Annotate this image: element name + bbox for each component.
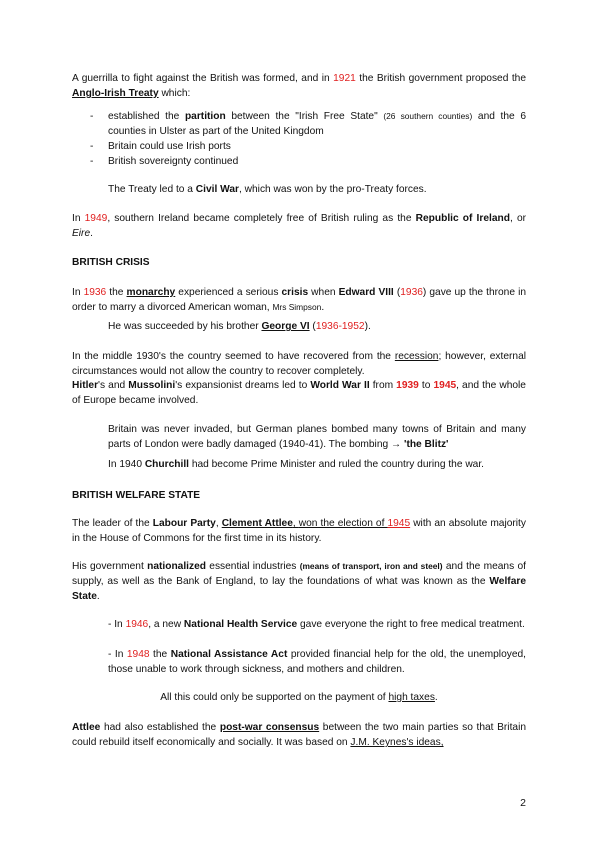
- heading-welfare-state: BRITISH WELFARE STATE: [72, 490, 201, 501]
- text: , which was won by the pro-Treaty forces.: [239, 184, 427, 195]
- text: ; however, external circumstances would not allow the country to recover completely.: [72, 351, 527, 377]
- year-highlight: 1949: [84, 213, 108, 224]
- crisis-term: crisis: [281, 287, 309, 298]
- edward-term: Edward VIII: [338, 287, 394, 298]
- monarchy-term: monarchy: [126, 287, 176, 298]
- text: had become Prime Minister and ruled the country during the war.: [188, 459, 485, 470]
- election-underlined: won the election of: [298, 518, 388, 529]
- nhs-term: National Health Service: [183, 619, 298, 630]
- paragraph-assistance-act: [108, 647, 526, 677]
- year-highlight: 1945: [433, 380, 457, 391]
- text: .: [90, 228, 93, 239]
- text: with an absolute majority in the House of Commons for the first time in its history.: [72, 518, 526, 544]
- text: .: [96, 591, 100, 602]
- text: , a new: [148, 619, 184, 630]
- text: to: [418, 380, 434, 391]
- naa-term: National Assistance Act: [170, 649, 288, 660]
- george-term: George VI: [261, 321, 310, 332]
- hitler-term: Hitler: [72, 380, 99, 391]
- text: ) gave up the throne in order to marry a divorced American woman,: [72, 287, 527, 313]
- nationalized-term: nationalized: [147, 561, 206, 572]
- text: 's expansionist dreams led to: [175, 380, 311, 391]
- small-note: (26 southern counties): [383, 111, 473, 121]
- text: established the: [108, 111, 185, 122]
- recession-term: recession: [394, 351, 439, 362]
- simpson-name: Mrs Simpson: [272, 302, 322, 312]
- attlee-term: Attlee: [72, 722, 101, 733]
- text: the: [106, 287, 127, 298]
- text: between the "Irish Free State": [225, 111, 384, 122]
- paragraph-world-war: [72, 378, 526, 408]
- text: and the means of supply, as well as the Bank of England, to lay the foundations of what was known as the: [72, 561, 526, 587]
- text: provided financial help for the old, the unemployed, those unable to work through sickness, and mothers and children.: [108, 649, 526, 675]
- paragraph-blitz: [108, 422, 526, 452]
- text: .: [434, 692, 438, 703]
- list-item: - Britain could use Irish ports: [90, 139, 526, 154]
- partition-term: partition: [184, 111, 226, 122]
- paragraph-recession: [72, 349, 526, 379]
- years-highlight: 1936-1952: [315, 321, 365, 332]
- heading-british-crisis: BRITISH CRISIS: [72, 257, 150, 268]
- attlee-term: Clement Attlee: [221, 518, 293, 529]
- paragraph-labour: [72, 516, 526, 546]
- keynes-link: J.M. Keynes's ideas,: [350, 737, 444, 748]
- text: had also established the: [100, 722, 220, 733]
- paragraph-churchill: [108, 457, 526, 472]
- text: The Treaty led to a: [108, 184, 196, 195]
- paragraph-nhs: [108, 617, 526, 632]
- year-highlight: 1936: [83, 287, 107, 298]
- eire-term: Eire: [72, 228, 91, 239]
- civil-war-term: Civil War: [195, 184, 239, 195]
- text: (: [309, 321, 316, 332]
- text: from: [369, 380, 397, 391]
- paragraph-republic: [72, 211, 526, 241]
- small-note: (means of transport, iron and steel): [299, 561, 443, 571]
- paragraph-nationalized: [72, 559, 526, 604]
- text: experienced a serious: [175, 287, 282, 298]
- year-highlight: 1946: [125, 619, 149, 630]
- text: In the middle 1930's the country seemed to have recovered from the: [72, 351, 395, 362]
- text: , or: [509, 213, 526, 224]
- year-highlight: 1948: [126, 649, 150, 660]
- text: when: [308, 287, 339, 298]
- labour-term: Labour Party: [152, 518, 216, 529]
- text: In: [72, 213, 85, 224]
- consensus-term: post-war consensus: [219, 722, 320, 733]
- text: The leader of the: [72, 518, 153, 529]
- text: essential industries: [205, 561, 300, 572]
- text: A guerrilla to fight against the British was formed, and in: [72, 73, 334, 84]
- year-highlight: 1921: [333, 73, 356, 84]
- republic-term: Republic of Ireland: [415, 213, 510, 224]
- year-highlight: 1936: [400, 287, 423, 298]
- mussolini-term: Mussolini: [128, 380, 176, 391]
- text: which:: [158, 88, 191, 99]
- text: - In: [108, 649, 127, 660]
- text: the: [149, 649, 171, 660]
- treaty-term: Anglo-Irish Treaty: [72, 88, 159, 99]
- ww2-term: World War II: [310, 380, 370, 391]
- welfare-term: Welfare State: [72, 576, 526, 602]
- text: 's and: [98, 380, 129, 391]
- text: ,: [292, 518, 299, 529]
- list-item: [90, 109, 526, 139]
- text: His government: [72, 561, 148, 572]
- text: the British government proposed the: [355, 73, 526, 84]
- text: All this could only be supported on the payment of: [160, 692, 389, 703]
- arrow-icon: →: [390, 439, 402, 450]
- text: He was succeeded by his brother: [108, 321, 262, 332]
- text: In: [72, 287, 84, 298]
- paragraph-civil-war: [108, 182, 526, 197]
- paragraph-guerrilla: [72, 71, 526, 101]
- text: ).: [364, 321, 371, 332]
- list-item: - British sovereignty continued: [90, 154, 526, 169]
- churchill-term: Churchill: [144, 459, 189, 470]
- text: ,: [215, 518, 222, 529]
- paragraph-monarchy-crisis: [72, 285, 526, 315]
- year-highlight: 1945: [387, 518, 411, 529]
- paragraph-taxes: [72, 690, 526, 705]
- text: - In: [108, 619, 126, 630]
- text: , and the whole of Europe became involved.: [72, 380, 526, 406]
- taxes-term: high taxes: [388, 692, 435, 703]
- paragraph-consensus: [72, 720, 526, 750]
- year-highlight: 1939: [396, 380, 419, 391]
- blitz-term: 'the Blitz': [404, 439, 449, 450]
- text: gave everyone the right to free medical treatment.: [297, 619, 525, 630]
- paragraph-george-vi: [108, 319, 526, 334]
- text: .: [321, 302, 325, 313]
- text: Britain was never invaded, but German planes bombed many towns of Britain and many parts of London were badly damaged (1940-41). The bombing: [108, 424, 526, 450]
- page-number: 2: [520, 797, 526, 809]
- text: , southern Ireland became completely free of British ruling as the: [107, 213, 416, 224]
- text: In 1940: [108, 459, 145, 470]
- text: (: [393, 287, 401, 298]
- text: between the two main parties so that Britain could rebuild itself economically and socially. It was based on: [72, 722, 526, 748]
- treaty-terms-list: [90, 109, 526, 169]
- text: and the 6 counties in Ulster as part of the United Kingdom: [108, 111, 526, 137]
